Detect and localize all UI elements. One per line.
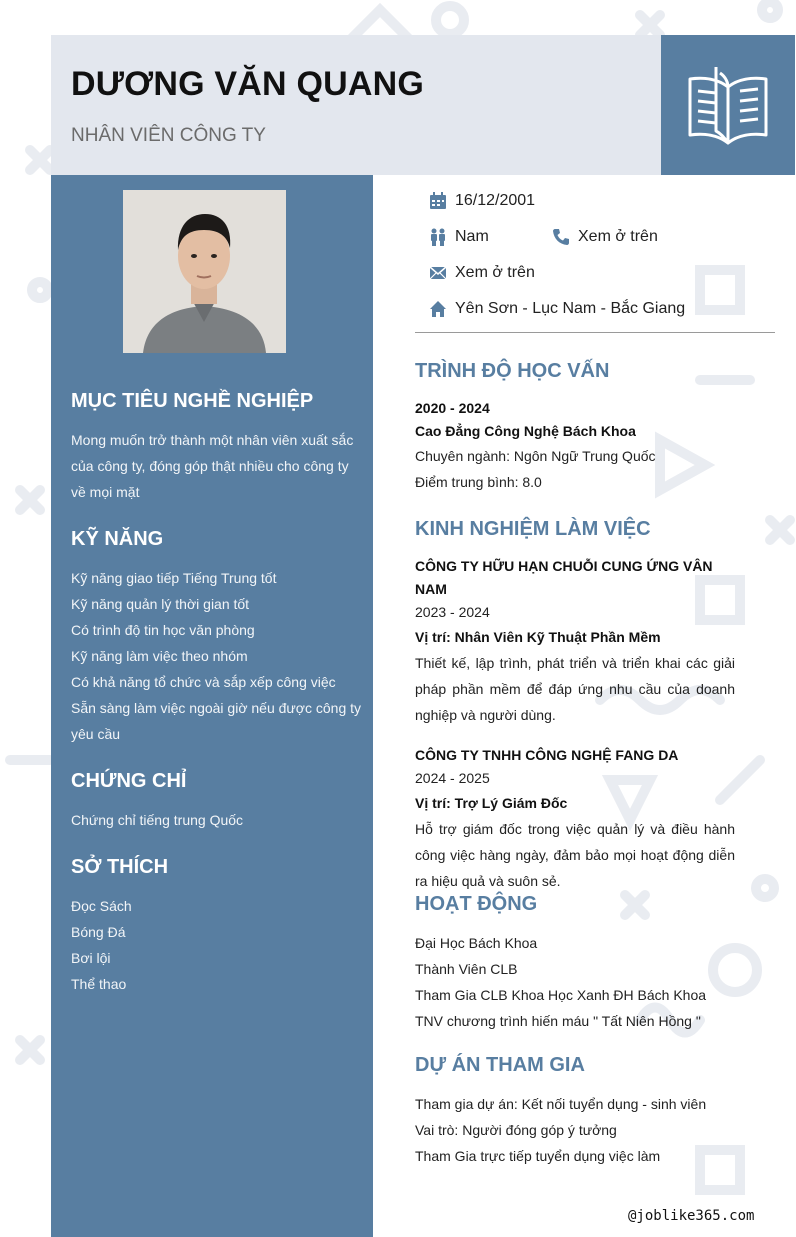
job-description: Hỗ trợ giám đốc trong việc quản lý và điều hành công việc hàng ngày, đảm bảo mọi hoạt động diễn ra hiệu quả và suôn sẻ.	[415, 821, 735, 889]
education-major: Chuyên ngành: Ngôn Ngữ Trung Quốc	[415, 448, 656, 464]
project-item: Vai trò: Người đóng góp ý tưởng	[415, 1122, 617, 1138]
hobby-item: Thể thao	[71, 976, 127, 992]
job-position: Vị trí: Nhân Viên Kỹ Thuật Phần Mềm	[415, 629, 661, 645]
hobbies-section	[71, 856, 361, 997]
job-entry	[415, 744, 735, 894]
skill-item: Kỹ năng giao tiếp Tiếng Trung tốt	[71, 570, 277, 586]
activities-section	[415, 893, 735, 1034]
skill-item: Kỹ năng làm việc theo nhóm	[71, 648, 248, 664]
sidebar	[51, 175, 373, 1237]
experience-section	[415, 518, 735, 894]
activity-item: Đại Học Bách Khoa	[415, 935, 538, 951]
skills-section	[71, 528, 361, 747]
activity-item: TNV chương trình hiến máu " Tất Niên Hồng "	[415, 1013, 701, 1029]
gender-icon	[429, 228, 447, 246]
objective-section	[71, 390, 361, 505]
activity-item: Thành Viên CLB	[415, 961, 518, 977]
job-period: 2023 - 2024	[415, 604, 490, 620]
book-icon	[680, 57, 776, 153]
job-period: 2024 - 2025	[415, 770, 490, 786]
address-row	[429, 300, 685, 318]
objective-heading: MỤC TIÊU NGHỀ NGHIỆP	[71, 390, 314, 412]
hobbies-heading: SỞ THÍCH	[71, 856, 169, 878]
hobby-item: Đọc Sách	[71, 898, 132, 914]
phone-value: Xem ở trên	[578, 228, 658, 245]
job-company: CÔNG TY HỮU HẠN CHUỖI CUNG ỨNG VÂN NAM	[415, 558, 713, 597]
profile-photo	[123, 190, 286, 353]
certificates-section	[71, 770, 361, 833]
candidate-name: DƯƠNG VĂN QUANG	[71, 65, 424, 103]
birthday-row	[429, 192, 535, 210]
education-school: Cao Đẳng Công Nghệ Bách Khoa	[415, 423, 636, 439]
email-icon	[429, 264, 447, 282]
email-row	[429, 264, 535, 282]
activity-item: Tham Gia CLB Khoa Học Xanh ĐH Bách Khoa	[415, 987, 707, 1003]
birthday-value: 16/12/2001	[455, 192, 536, 209]
skills-heading: KỸ NĂNG	[71, 528, 164, 550]
skill-item: Kỹ năng quản lý thời gian tốt	[71, 596, 250, 612]
certificates-heading: CHỨNG CHỈ	[71, 770, 187, 792]
skill-item: Sẵn sàng làm việc ngoài giờ nếu được công ty yêu cầu	[71, 700, 362, 742]
job-company: CÔNG TY TNHH CÔNG NGHỆ FANG DA	[415, 747, 679, 763]
projects-section	[415, 1054, 735, 1169]
gender-row	[429, 228, 489, 246]
job-entry	[415, 555, 735, 728]
hobby-item: Bơi lội	[71, 950, 111, 966]
header	[51, 35, 661, 175]
contact-divider	[415, 332, 775, 333]
watermark-text: @joblike365.com	[628, 1208, 755, 1224]
skill-item: Có trình độ tin học văn phòng	[71, 622, 255, 638]
project-item: Tham gia dự án: Kết nối tuyển dụng - sinh viên	[415, 1096, 707, 1112]
email-value: Xem ở trên	[455, 264, 535, 281]
education-section	[415, 360, 735, 495]
job-position: Vị trí: Trợ Lý Giám Đốc	[415, 795, 568, 811]
hobby-item: Bóng Đá	[71, 924, 126, 940]
certificate-item: Chứng chỉ tiếng trung Quốc	[71, 812, 244, 828]
phone-icon	[552, 228, 570, 246]
phone-row	[552, 228, 658, 246]
address-value: Yên Sơn - Lục Nam - Bắc Giang	[455, 300, 686, 317]
gender-value: Nam	[455, 228, 489, 245]
job-title: NHÂN VIÊN CÔNG TY	[71, 125, 266, 146]
education-period: 2020 - 2024	[415, 400, 490, 416]
experience-heading: KINH NGHIỆM LÀM VIỆC	[415, 518, 651, 540]
job-description: Thiết kế, lập trình, phát triển và triển khai các giải pháp phần mềm để đáp ứng nhu cầu của doanh nghiệp và người dùng.	[415, 655, 735, 723]
project-item: Tham Gia trực tiếp tuyển dụng việc làm	[415, 1148, 661, 1164]
activities-heading: HOẠT ĐỘNG	[415, 893, 538, 915]
home-icon	[429, 300, 447, 318]
projects-heading: DỰ ÁN THAM GIA	[415, 1054, 585, 1076]
education-heading: TRÌNH ĐỘ HỌC VẤN	[415, 360, 610, 382]
logo-box	[661, 35, 795, 175]
calendar-icon	[429, 192, 447, 210]
objective-text: Mong muốn trở thành một nhân viên xuất sắc của công ty, đóng góp thật nhiều cho công ty về mọi mặt	[71, 432, 354, 500]
skill-item: Có khả năng tổ chức và sắp xếp công việc	[71, 674, 336, 690]
education-gpa: Điểm trung bình: 8.0	[415, 474, 542, 490]
